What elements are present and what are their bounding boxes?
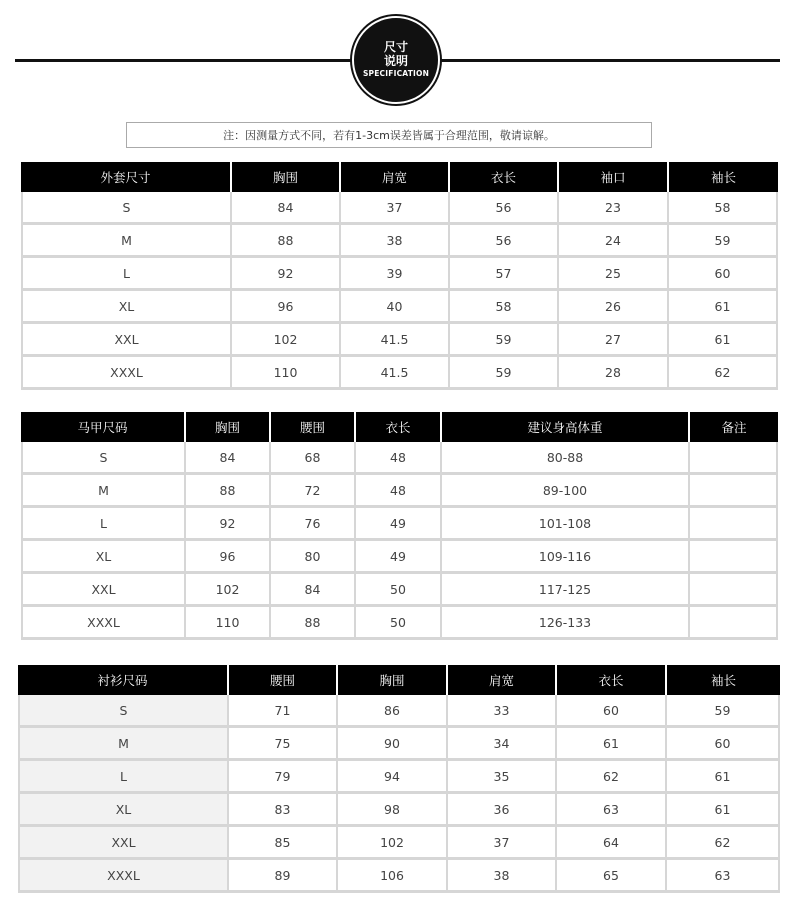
table-row <box>21 607 778 640</box>
table-cell: 60 <box>667 728 780 761</box>
size-label-cell: M <box>21 475 186 508</box>
table-cell: 85 <box>229 827 338 860</box>
size-label-cell: S <box>18 695 229 728</box>
table-cell: 62 <box>557 761 667 794</box>
column-header: 胸围 <box>186 412 271 442</box>
column-header: 外套尺寸 <box>21 162 232 192</box>
column-header: 肩宽 <box>448 665 557 695</box>
table-cell: 58 <box>450 291 559 324</box>
table-cell: 61 <box>669 324 778 357</box>
table-cell: 106 <box>338 860 448 893</box>
table-cell: 41.5 <box>341 324 450 357</box>
table-cell: 50 <box>356 574 442 607</box>
column-header: 胸围 <box>232 162 341 192</box>
table-cell: 71 <box>229 695 338 728</box>
table-cell <box>690 574 778 607</box>
table-row <box>18 860 780 893</box>
table-cell: 56 <box>450 225 559 258</box>
table-body <box>21 442 778 640</box>
table-cell: 27 <box>559 324 669 357</box>
table-row <box>21 291 778 324</box>
table-cell: 75 <box>229 728 338 761</box>
table-cell: 60 <box>669 258 778 291</box>
size-label-cell: XXL <box>18 827 229 860</box>
table-cell: 59 <box>667 695 780 728</box>
column-header: 马甲尺码 <box>21 412 186 442</box>
table-cell: 59 <box>450 357 559 390</box>
table-cell: 40 <box>341 291 450 324</box>
table-cell: 102 <box>232 324 341 357</box>
table-cell: 63 <box>667 860 780 893</box>
badge-title-line2: 说明 <box>383 54 408 68</box>
table-cell: 96 <box>232 291 341 324</box>
table-cell: 38 <box>341 225 450 258</box>
table-cell: 33 <box>448 695 557 728</box>
table-cell: 89-100 <box>442 475 690 508</box>
table-cell <box>690 475 778 508</box>
table-cell: 41.5 <box>341 357 450 390</box>
table-cell: 59 <box>450 324 559 357</box>
table-cell: 92 <box>232 258 341 291</box>
table-cell: 89 <box>229 860 338 893</box>
table-cell: 76 <box>271 508 356 541</box>
table-cell: 34 <box>448 728 557 761</box>
table-cell: 63 <box>557 794 667 827</box>
table-cell: 35 <box>448 761 557 794</box>
table-cell: 84 <box>186 442 271 475</box>
column-header: 袖长 <box>667 665 780 695</box>
size-label-cell: M <box>18 728 229 761</box>
table-cell: 88 <box>232 225 341 258</box>
table-cell: 48 <box>356 442 442 475</box>
table-cell: 110 <box>232 357 341 390</box>
table-cell: 109-116 <box>442 541 690 574</box>
table-cell: 79 <box>229 761 338 794</box>
table-cell: 86 <box>338 695 448 728</box>
table-cell: 126-133 <box>442 607 690 640</box>
table-cell: 58 <box>669 192 778 225</box>
table-cell: 50 <box>356 607 442 640</box>
header-rule-left <box>15 59 357 62</box>
table-cell: 80 <box>271 541 356 574</box>
section-header <box>0 0 790 115</box>
size-label-cell: XL <box>21 541 186 574</box>
table-cell: 38 <box>448 860 557 893</box>
table-header-row <box>21 412 778 442</box>
table-cell: 56 <box>450 192 559 225</box>
table-cell: 24 <box>559 225 669 258</box>
table-cell: 61 <box>557 728 667 761</box>
table-row <box>21 192 778 225</box>
table-cell: 88 <box>186 475 271 508</box>
size-label-cell: XXXL <box>21 607 186 640</box>
badge-subtitle: SPECIFICATION <box>362 69 430 78</box>
table-row <box>21 475 778 508</box>
size-label-cell: L <box>21 508 186 541</box>
shirt-size-table <box>18 665 780 893</box>
column-header: 衣长 <box>356 412 442 442</box>
column-header: 衣长 <box>450 162 559 192</box>
table-cell: 59 <box>669 225 778 258</box>
table-cell: 101-108 <box>442 508 690 541</box>
table-cell: 110 <box>186 607 271 640</box>
table-cell: 64 <box>557 827 667 860</box>
column-header: 建议身高体重 <box>442 412 690 442</box>
table-cell: 98 <box>338 794 448 827</box>
table-cell: 60 <box>557 695 667 728</box>
table-cell: 57 <box>450 258 559 291</box>
table-cell: 61 <box>669 291 778 324</box>
table-cell: 102 <box>186 574 271 607</box>
table-row <box>21 574 778 607</box>
table-cell: 37 <box>341 192 450 225</box>
table-cell <box>690 541 778 574</box>
table-row <box>18 827 780 860</box>
table-row <box>21 324 778 357</box>
column-header: 胸围 <box>338 665 448 695</box>
table-cell <box>690 607 778 640</box>
size-label-cell: S <box>21 192 232 225</box>
size-label-cell: XL <box>21 291 232 324</box>
table-cell: 80-88 <box>442 442 690 475</box>
table-row <box>18 761 780 794</box>
table-cell: 117-125 <box>442 574 690 607</box>
size-label-cell: XXL <box>21 324 232 357</box>
table-cell <box>690 508 778 541</box>
column-header: 腰围 <box>229 665 338 695</box>
size-label-cell: S <box>21 442 186 475</box>
table-cell: 62 <box>667 827 780 860</box>
column-header: 肩宽 <box>341 162 450 192</box>
table-cell: 96 <box>186 541 271 574</box>
table-cell: 49 <box>356 508 442 541</box>
table-row <box>21 442 778 475</box>
table-cell: 90 <box>338 728 448 761</box>
column-header: 衬衫尺码 <box>18 665 229 695</box>
table-header-row <box>21 162 778 192</box>
column-header: 腰围 <box>271 412 356 442</box>
size-label-cell: L <box>21 258 232 291</box>
table-row <box>18 728 780 761</box>
table-cell: 49 <box>356 541 442 574</box>
table-cell: 36 <box>448 794 557 827</box>
table-row <box>21 258 778 291</box>
table-cell: 84 <box>232 192 341 225</box>
table-row <box>21 225 778 258</box>
table-cell: 62 <box>669 357 778 390</box>
header-rule-right <box>438 59 780 62</box>
table-cell: 88 <box>271 607 356 640</box>
vest-size-table <box>21 412 778 640</box>
table-cell: 102 <box>338 827 448 860</box>
table-cell <box>690 442 778 475</box>
table-cell: 65 <box>557 860 667 893</box>
column-header: 袖口 <box>559 162 669 192</box>
table-cell: 61 <box>667 794 780 827</box>
table-row <box>21 508 778 541</box>
table-header-row <box>18 665 780 695</box>
size-label-cell: XXXL <box>21 357 232 390</box>
specification-badge <box>352 16 440 104</box>
table-cell: 83 <box>229 794 338 827</box>
measurement-note: 注：因测量方式不同，若有1-3cm误差皆属于合理范围，敬请谅解。 <box>126 122 652 148</box>
size-label-cell: M <box>21 225 232 258</box>
table-cell: 28 <box>559 357 669 390</box>
size-label-cell: XXXL <box>18 860 229 893</box>
table-cell: 39 <box>341 258 450 291</box>
size-label-cell: L <box>18 761 229 794</box>
column-header: 衣长 <box>557 665 667 695</box>
table-cell: 84 <box>271 574 356 607</box>
table-cell: 48 <box>356 475 442 508</box>
table-cell: 72 <box>271 475 356 508</box>
table-cell: 94 <box>338 761 448 794</box>
table-cell: 37 <box>448 827 557 860</box>
table-cell: 26 <box>559 291 669 324</box>
table-cell: 23 <box>559 192 669 225</box>
column-header: 袖长 <box>669 162 778 192</box>
badge-title-line1: 尺寸 <box>383 40 408 54</box>
table-cell: 61 <box>667 761 780 794</box>
table-row <box>21 357 778 390</box>
size-label-cell: XL <box>18 794 229 827</box>
table-cell: 25 <box>559 258 669 291</box>
table-row <box>18 794 780 827</box>
table-row <box>21 541 778 574</box>
table-body <box>21 192 778 390</box>
table-row <box>18 695 780 728</box>
table-body <box>18 695 780 893</box>
table-cell: 92 <box>186 508 271 541</box>
table-cell: 68 <box>271 442 356 475</box>
column-header: 备注 <box>690 412 778 442</box>
size-label-cell: XXL <box>21 574 186 607</box>
jacket-size-table <box>21 162 778 390</box>
